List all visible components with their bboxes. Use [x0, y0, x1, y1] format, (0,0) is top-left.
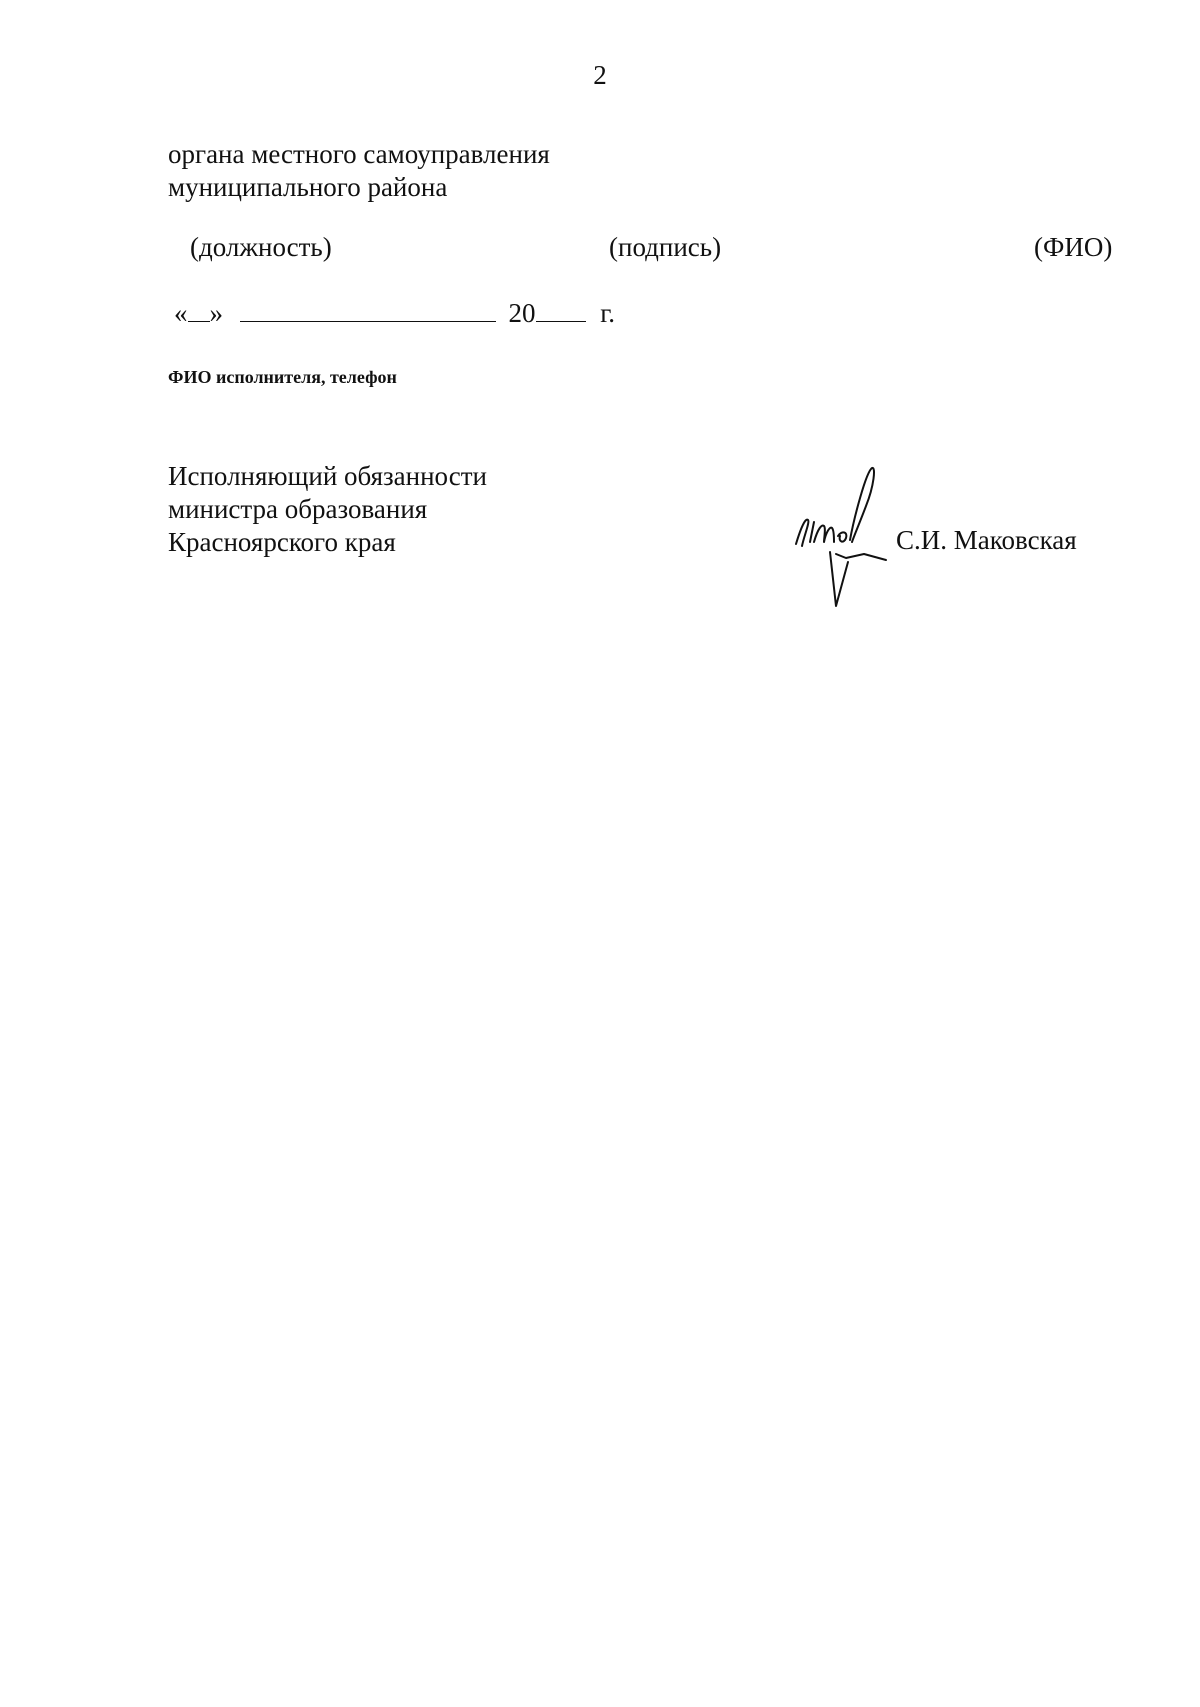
- day-blank: [188, 320, 210, 322]
- date-open-quote: «: [174, 298, 188, 328]
- org-line-1: органа местного самоуправления: [168, 139, 550, 169]
- signature-caption: (подпись): [609, 232, 722, 262]
- signatory-title-line-2: министра образования: [168, 494, 428, 524]
- year-blank: [536, 320, 586, 322]
- page-number: 2: [593, 60, 607, 90]
- fio-caption: (ФИО): [1034, 232, 1113, 262]
- handwritten-signature: [790, 462, 890, 612]
- signer-name: С.И. Маковская: [896, 525, 1077, 555]
- position-caption: (должность): [190, 232, 332, 262]
- executor-note: ФИО исполнителя, телефон: [168, 367, 397, 387]
- signatory-title-line-1: Исполняющий обязанности: [168, 461, 487, 491]
- year-suffix: г.: [600, 298, 616, 328]
- month-blank: [240, 320, 496, 322]
- year-prefix: 20: [508, 298, 536, 328]
- date-line: [174, 298, 615, 329]
- date-close-quote: »: [209, 298, 223, 328]
- org-line-2: муниципального района: [168, 172, 448, 202]
- signatory-title-line-3: Красноярского края: [168, 527, 396, 557]
